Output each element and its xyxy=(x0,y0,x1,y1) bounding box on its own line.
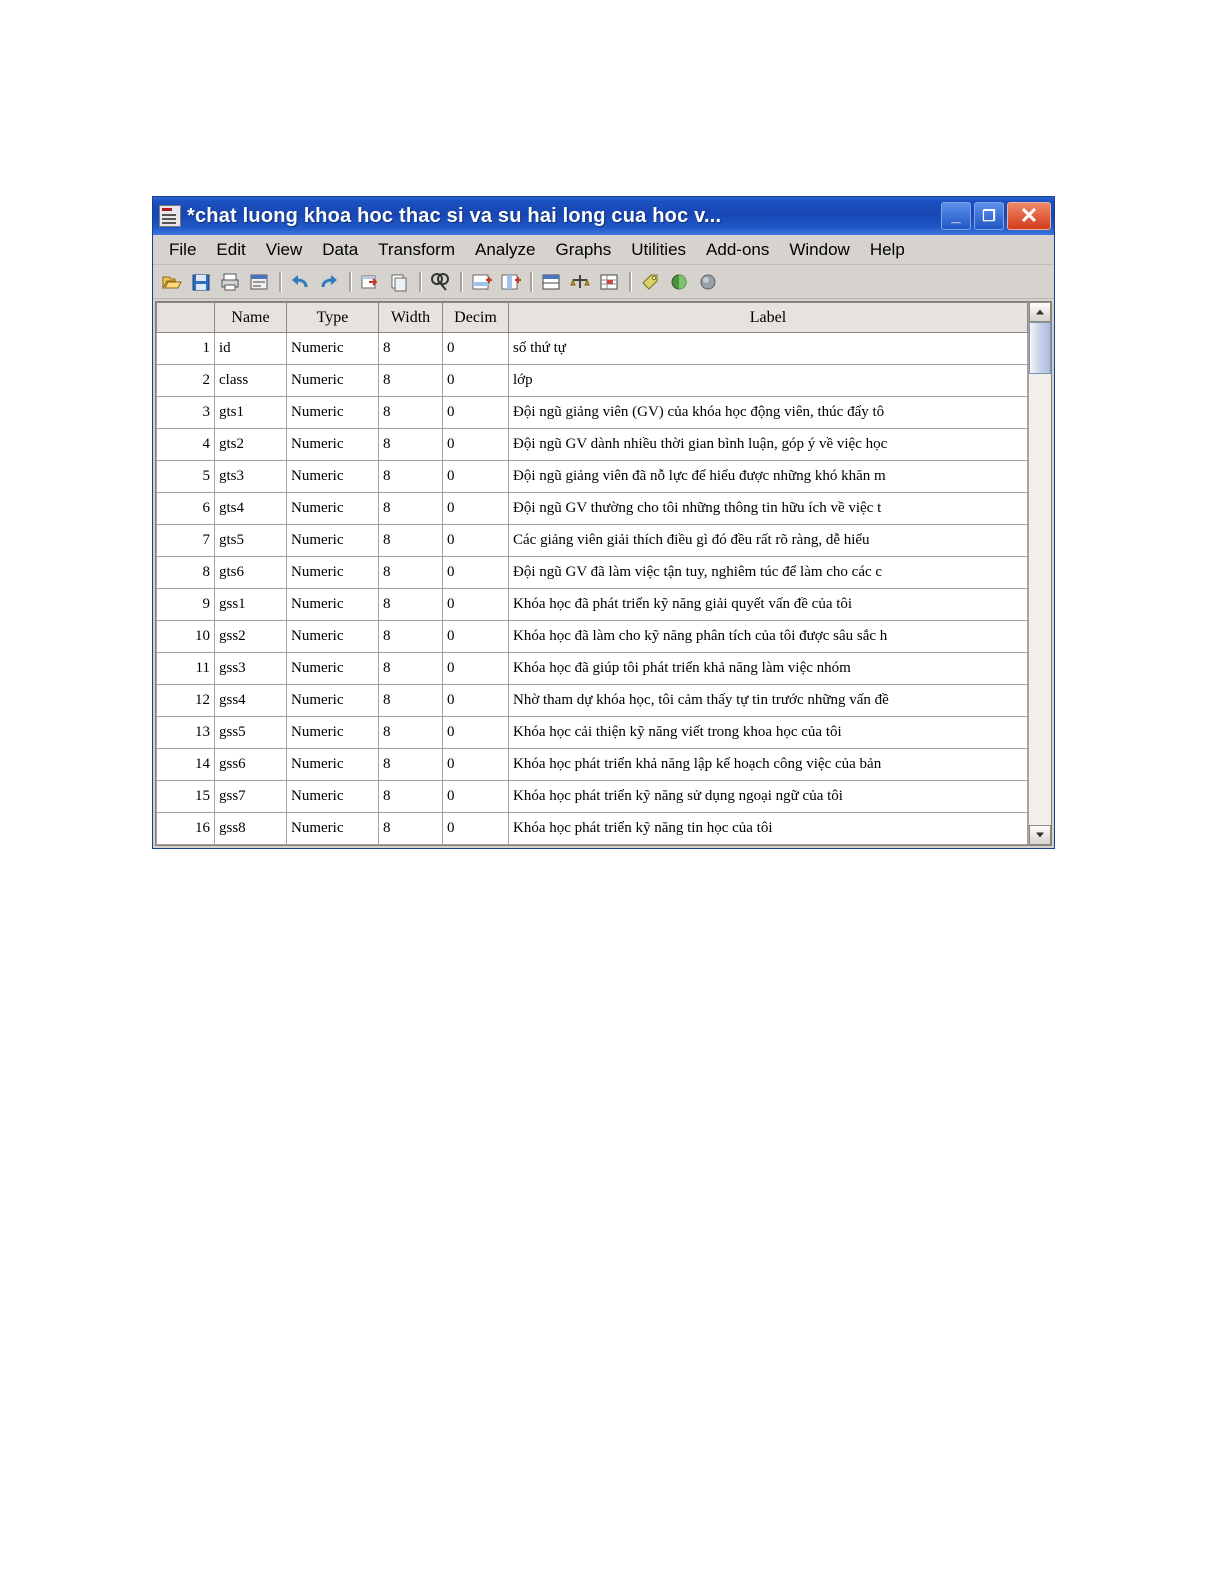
cell-decimals[interactable]: 0 xyxy=(443,365,509,397)
cell-type[interactable]: Numeric xyxy=(287,589,379,621)
cell-width[interactable]: 8 xyxy=(379,653,443,685)
save-file-icon[interactable] xyxy=(190,271,212,293)
column-header-type[interactable]: Type xyxy=(287,303,379,333)
table-row[interactable] xyxy=(157,397,1028,429)
row-number[interactable]: 6 xyxy=(157,493,215,525)
menu-edit[interactable]: Edit xyxy=(216,239,246,259)
cell-type[interactable]: Numeric xyxy=(287,685,379,717)
show-all-variables-icon[interactable] xyxy=(697,271,719,293)
cell-name[interactable]: gts4 xyxy=(215,493,287,525)
menu-utilities[interactable]: Utilities xyxy=(631,239,687,259)
cell-label[interactable]: Khóa học phát triển kỹ năng sử dụng ngoại ngữ của tôi xyxy=(509,781,1028,813)
column-header-decimals[interactable]: Decim xyxy=(443,303,509,333)
row-number[interactable]: 15 xyxy=(157,781,215,813)
cell-width[interactable]: 8 xyxy=(379,365,443,397)
title-bar[interactable] xyxy=(153,197,1054,235)
menu-view[interactable]: View xyxy=(265,239,303,259)
cell-width[interactable]: 8 xyxy=(379,333,443,365)
row-number[interactable]: 16 xyxy=(157,813,215,845)
spss-variable-view-window xyxy=(152,196,1055,849)
cell-type[interactable]: Numeric xyxy=(287,749,379,781)
row-number[interactable]: 8 xyxy=(157,557,215,589)
find-icon[interactable] xyxy=(429,271,451,293)
cell-decimals[interactable]: 0 xyxy=(443,397,509,429)
cell-name[interactable]: gss7 xyxy=(215,781,287,813)
table-row[interactable] xyxy=(157,333,1028,365)
cell-label[interactable]: lớp xyxy=(509,365,1028,397)
toolbar-separator xyxy=(279,272,282,292)
cell-decimals[interactable]: 0 xyxy=(443,333,509,365)
toolbar xyxy=(153,265,1054,299)
cell-label[interactable]: Đội ngũ GV đã làm việc tận tuy, nghiêm túc để làm cho các c xyxy=(509,557,1028,589)
cell-type[interactable]: Numeric xyxy=(287,653,379,685)
cell-type[interactable]: Numeric xyxy=(287,621,379,653)
cell-name[interactable]: gss2 xyxy=(215,621,287,653)
cell-name[interactable]: gss4 xyxy=(215,685,287,717)
scrollbar-track[interactable] xyxy=(1029,322,1051,825)
cell-width[interactable]: 8 xyxy=(379,397,443,429)
column-header-corner[interactable] xyxy=(157,303,215,333)
table-row[interactable] xyxy=(157,461,1028,493)
minimize-button[interactable] xyxy=(941,202,971,230)
table-header-row xyxy=(157,303,1028,333)
cell-label[interactable]: Đội ngũ giảng viên (GV) của khóa học động viên, thúc đẩy tô xyxy=(509,397,1028,429)
table-row[interactable] xyxy=(157,589,1028,621)
toolbar-separator xyxy=(419,272,422,292)
cell-type[interactable]: Numeric xyxy=(287,461,379,493)
chevron-down-icon xyxy=(1036,833,1044,838)
menu-analyze[interactable]: Analyze xyxy=(475,239,536,259)
row-number[interactable]: 9 xyxy=(157,589,215,621)
cell-label[interactable]: Các giảng viên giải thích điều gì đó đều rất rõ ràng, dễ hiểu xyxy=(509,525,1028,557)
select-cases-icon[interactable] xyxy=(598,271,620,293)
cell-decimals[interactable]: 0 xyxy=(443,717,509,749)
toolbar-separator xyxy=(460,272,463,292)
column-header-label[interactable]: Label xyxy=(509,303,1028,333)
cell-decimals[interactable]: 0 xyxy=(443,589,509,621)
weight-cases-icon[interactable] xyxy=(569,271,591,293)
cell-name[interactable]: gss1 xyxy=(215,589,287,621)
cell-label[interactable]: Khóa học đã giúp tôi phát triển khả năng làm việc nhóm xyxy=(509,653,1028,685)
column-header-width[interactable]: Width xyxy=(379,303,443,333)
cell-name[interactable]: gss3 xyxy=(215,653,287,685)
menu-help[interactable]: Help xyxy=(869,239,905,259)
value-labels-icon[interactable] xyxy=(639,271,661,293)
cell-decimals[interactable]: 0 xyxy=(443,781,509,813)
row-number[interactable]: 14 xyxy=(157,749,215,781)
cell-label[interactable]: số thứ tự xyxy=(509,333,1028,365)
window-title: *chat luong khoa hoc thac si va su hai long cua hoc v... xyxy=(187,204,722,227)
cell-type[interactable]: Numeric xyxy=(287,397,379,429)
table-row[interactable] xyxy=(157,781,1028,813)
cell-type[interactable]: Numeric xyxy=(287,717,379,749)
menu-graphs[interactable]: Graphs xyxy=(555,239,612,259)
open-file-icon[interactable] xyxy=(161,271,183,293)
cell-label[interactable]: Khóa học đã phát triển kỹ năng giải quyết vấn đề của tôi xyxy=(509,589,1028,621)
table-row[interactable] xyxy=(157,365,1028,397)
cell-width[interactable]: 8 xyxy=(379,685,443,717)
cell-width[interactable]: 8 xyxy=(379,813,443,845)
cell-name[interactable]: gts5 xyxy=(215,525,287,557)
row-number[interactable]: 2 xyxy=(157,365,215,397)
cell-decimals[interactable]: 0 xyxy=(443,525,509,557)
variable-view-grid[interactable] xyxy=(155,301,1052,846)
table-row[interactable] xyxy=(157,717,1028,749)
cell-label[interactable]: Khóa học phát triển kỹ năng tin học của tôi xyxy=(509,813,1028,845)
cell-name[interactable]: gts3 xyxy=(215,461,287,493)
row-number[interactable]: 1 xyxy=(157,333,215,365)
cell-name[interactable]: class xyxy=(215,365,287,397)
cell-decimals[interactable]: 0 xyxy=(443,749,509,781)
goto-case-icon[interactable] xyxy=(359,271,381,293)
table-row[interactable] xyxy=(157,621,1028,653)
cell-name[interactable]: gts6 xyxy=(215,557,287,589)
cell-type[interactable]: Numeric xyxy=(287,333,379,365)
toolbar-separator xyxy=(629,272,632,292)
row-number[interactable]: 10 xyxy=(157,621,215,653)
menu-bar xyxy=(153,235,1054,265)
undo-icon[interactable] xyxy=(289,271,311,293)
cell-width[interactable]: 8 xyxy=(379,525,443,557)
cell-width[interactable]: 8 xyxy=(379,717,443,749)
row-number[interactable]: 7 xyxy=(157,525,215,557)
cell-width[interactable]: 8 xyxy=(379,749,443,781)
table-row[interactable] xyxy=(157,653,1028,685)
cell-type[interactable]: Numeric xyxy=(287,557,379,589)
cell-width[interactable]: 8 xyxy=(379,429,443,461)
cell-name[interactable]: gts2 xyxy=(215,429,287,461)
maximize-button[interactable] xyxy=(974,202,1004,230)
scrollbar-thumb[interactable] xyxy=(1029,322,1051,374)
redo-icon[interactable] xyxy=(318,271,340,293)
cell-decimals[interactable]: 0 xyxy=(443,493,509,525)
cell-width[interactable]: 8 xyxy=(379,621,443,653)
table-row[interactable] xyxy=(157,557,1028,589)
cell-type[interactable]: Numeric xyxy=(287,429,379,461)
cell-width[interactable]: 8 xyxy=(379,781,443,813)
table-row[interactable] xyxy=(157,813,1028,845)
cell-width[interactable]: 8 xyxy=(379,493,443,525)
cell-name[interactable]: id xyxy=(215,333,287,365)
table-row[interactable] xyxy=(157,429,1028,461)
cell-type[interactable]: Numeric xyxy=(287,813,379,845)
cell-label[interactable]: Đội ngũ GV dành nhiều thời gian bình luận, góp ý về việc học xyxy=(509,429,1028,461)
cell-label[interactable]: Khóa học cải thiện kỹ năng viết trong khoa học của tôi xyxy=(509,717,1028,749)
print-icon[interactable] xyxy=(219,271,241,293)
table-row[interactable] xyxy=(157,685,1028,717)
menu-transform[interactable]: Transform xyxy=(378,239,455,259)
cell-width[interactable]: 8 xyxy=(379,461,443,493)
row-number[interactable]: 12 xyxy=(157,685,215,717)
cell-decimals[interactable]: 0 xyxy=(443,429,509,461)
variables-icon[interactable] xyxy=(388,271,410,293)
cell-name[interactable]: gss8 xyxy=(215,813,287,845)
cell-label[interactable]: Khóa học phát triển khả năng lập kế hoạch công việc của bản xyxy=(509,749,1028,781)
vertical-scrollbar[interactable] xyxy=(1028,302,1051,845)
cell-type[interactable]: Numeric xyxy=(287,365,379,397)
table-row[interactable] xyxy=(157,749,1028,781)
use-sets-icon[interactable] xyxy=(668,271,690,293)
row-number[interactable]: 13 xyxy=(157,717,215,749)
cell-decimals[interactable]: 0 xyxy=(443,557,509,589)
spss-data-icon xyxy=(159,205,181,227)
table-row[interactable] xyxy=(157,525,1028,557)
close-icon: ✕ xyxy=(1019,203,1039,228)
cell-name[interactable]: gts1 xyxy=(215,397,287,429)
scroll-down-button[interactable] xyxy=(1029,825,1051,845)
column-header-name[interactable]: Name xyxy=(215,303,287,333)
row-number[interactable]: 3 xyxy=(157,397,215,429)
split-file-icon[interactable] xyxy=(540,271,562,293)
menu-data[interactable]: Data xyxy=(322,239,359,259)
cell-decimals[interactable]: 0 xyxy=(443,653,509,685)
variable-table xyxy=(156,302,1028,845)
insert-variable-icon[interactable] xyxy=(499,271,521,293)
chevron-up-icon xyxy=(1036,310,1044,315)
table-row[interactable] xyxy=(157,493,1028,525)
recall-dialog-icon[interactable] xyxy=(248,271,270,293)
cell-label[interactable]: Nhờ tham dự khóa học, tôi cảm thấy tự tin trước những vấn đề xyxy=(509,685,1028,717)
cell-label[interactable]: Đội ngũ GV thường cho tôi những thông tin hữu ích về việc t xyxy=(509,493,1028,525)
cell-decimals[interactable]: 0 xyxy=(443,461,509,493)
cell-name[interactable]: gss5 xyxy=(215,717,287,749)
maximize-icon: ❐ xyxy=(982,208,996,225)
cell-label[interactable]: Khóa học đã làm cho kỹ năng phân tích của tôi được sâu sắc h xyxy=(509,621,1028,653)
cell-type[interactable]: Numeric xyxy=(287,493,379,525)
row-number[interactable]: 11 xyxy=(157,653,215,685)
cell-width[interactable]: 8 xyxy=(379,589,443,621)
insert-case-icon[interactable] xyxy=(470,271,492,293)
cell-label[interactable]: Đội ngũ giảng viên đã nỗ lực để hiểu được những khó khăn m xyxy=(509,461,1028,493)
menu-window[interactable]: Window xyxy=(789,239,850,259)
cell-decimals[interactable]: 0 xyxy=(443,685,509,717)
toolbar-separator xyxy=(349,272,352,292)
row-number[interactable]: 4 xyxy=(157,429,215,461)
menu-add-ons[interactable]: Add-ons xyxy=(706,239,770,259)
toolbar-separator xyxy=(530,272,533,292)
cell-name[interactable]: gss6 xyxy=(215,749,287,781)
row-number[interactable]: 5 xyxy=(157,461,215,493)
cell-width[interactable]: 8 xyxy=(379,557,443,589)
menu-file[interactable]: File xyxy=(169,239,197,259)
cell-type[interactable]: Numeric xyxy=(287,525,379,557)
cell-decimals[interactable]: 0 xyxy=(443,621,509,653)
window-controls xyxy=(941,202,1051,230)
close-button[interactable] xyxy=(1007,202,1051,230)
cell-decimals[interactable]: 0 xyxy=(443,813,509,845)
cell-type[interactable]: Numeric xyxy=(287,781,379,813)
minimize-icon: _ xyxy=(951,206,961,225)
scroll-up-button[interactable] xyxy=(1029,302,1051,322)
